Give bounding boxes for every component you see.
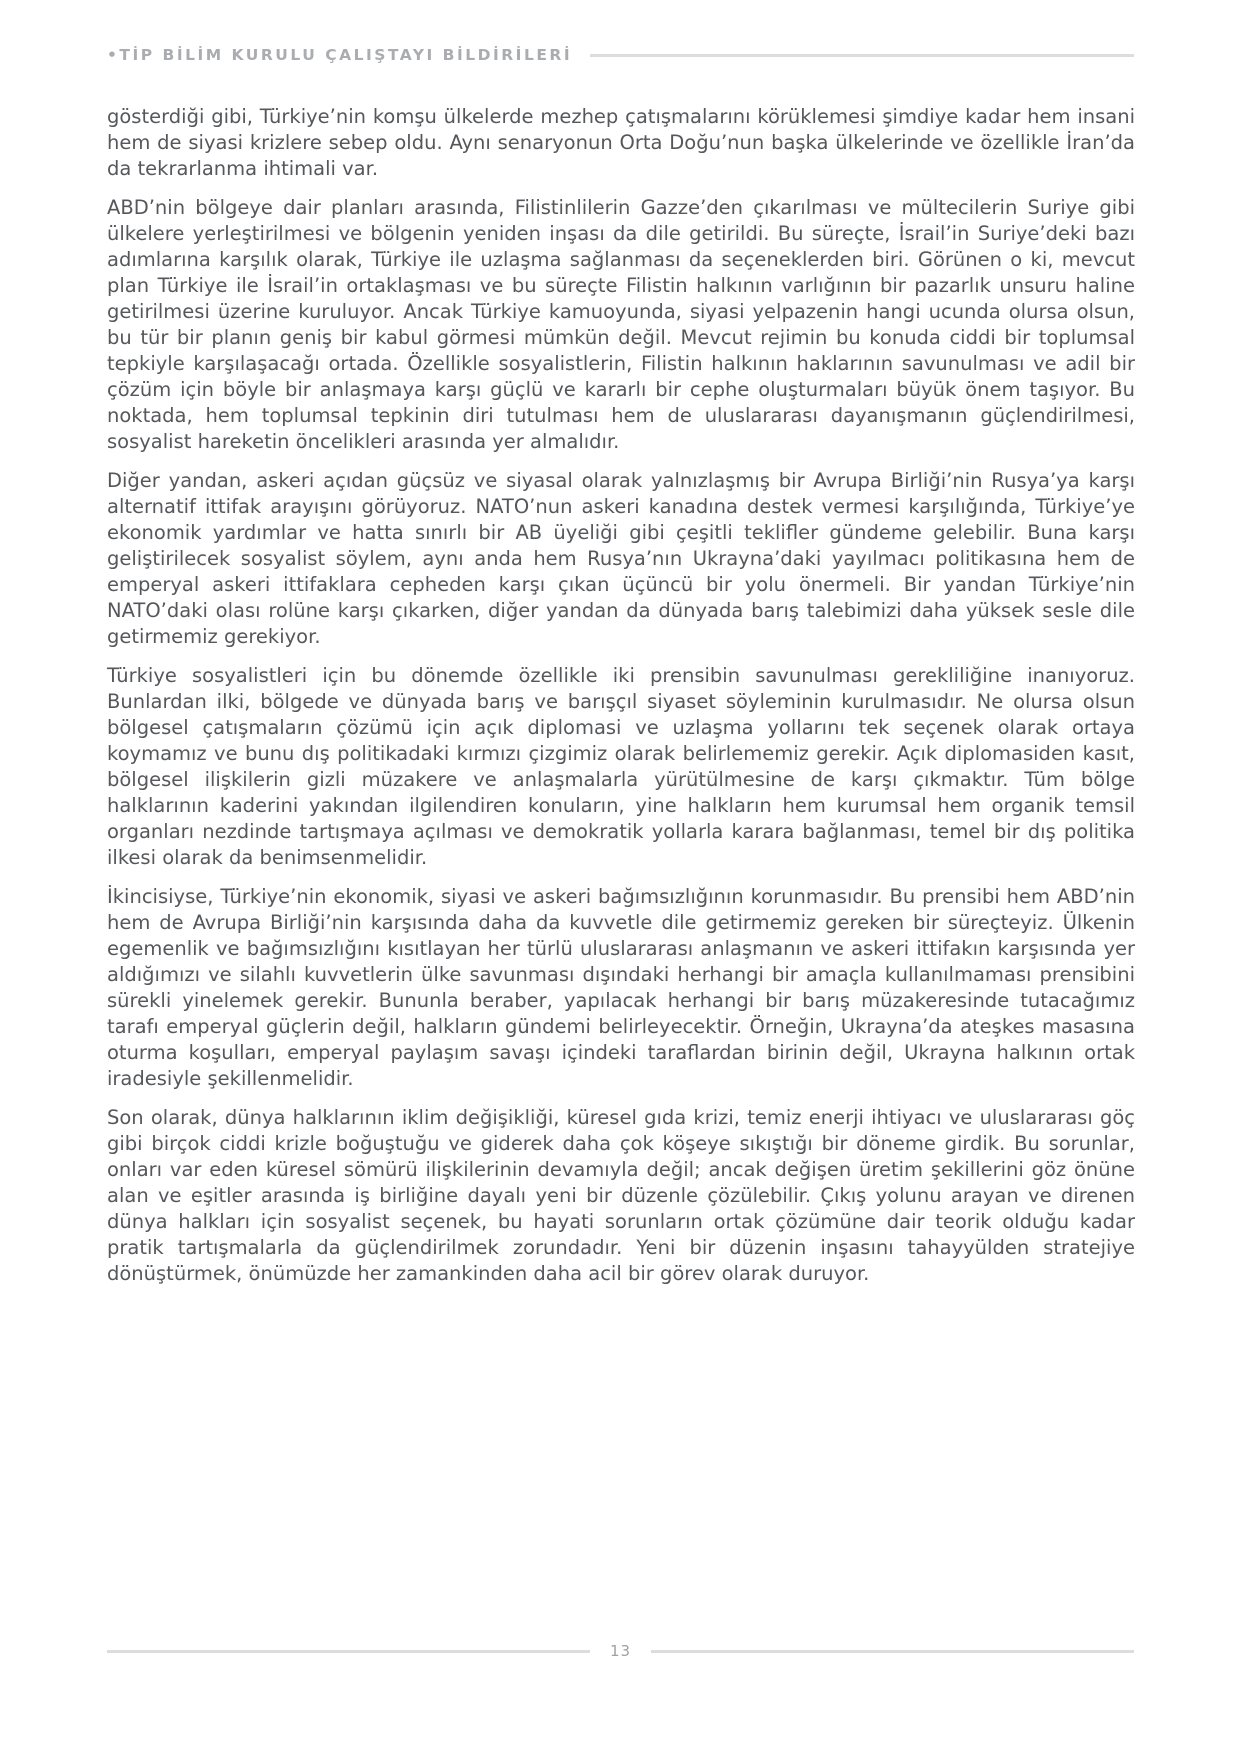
page-header	[107, 46, 1134, 64]
page-number: 13	[609, 1642, 632, 1660]
paragraph: Diğer yandan, askeri açıdan güçsüz ve siyasal olarak yalnızlaşmış bir Avrupa Birliği’nin Rusya’ya karşı alternatif ittifak arayışını görüyoruz. NATO’nun askeri kanadına destek vermesi karşılığında, Türkiye’ye ekonomik yardımlar ve hatta sınırlı bir AB üyeliği gibi çeşitli teklifler gündeme gelebilir. Buna karşı geliştirilecek sosyalist söylem, aynı anda hem Rusya’nın Ukrayna’daki yayılmacı politikasına hem de emperyal askeri ittifaklara cepheden karşı çıkan üçüncü bir yolu önermeli. Bir yandan Türkiye’nin NATO’daki olası rolüne karşı çıkarken, diğer yandan da dünyada barış talebimizi daha yüksek sesle dile getirmemiz gerekiyor.	[107, 469, 1135, 648]
paragraph: Türkiye sosyalistleri için bu dönemde özellikle iki prensibin savunulması gerekliliğine inanıyoruz. Bunlardan ilki, bölgede ve dünyada barış ve barışçıl siyaset söyleminin kurulmasıdır. Ne olursa olsun bölgesel çatışmaların çözümü için açık diplomasi ve uzlaşma yollarını tek seçenek olarak ortaya koymamız ve bunu dış politikadaki kırmızı çizgimiz olarak belirlememiz gerekir. Açık diplomasiden kasıt, bölgesel ilişkilerin gizli müzakere ve anlaşmalarla yürütülmesine de karşı çıkmaktır. Tüm bölge halklarının kaderini yakından ilgilendiren konuların, yine halkların hem kurumsal hem organik temsil organları nezdinde tartışmaya açılması ve demokratik yollarla karara bağlanması, temel bir dış politika ilkesi olarak da benimsenmelidir.	[107, 664, 1135, 869]
footer-rule-right	[651, 1650, 1134, 1653]
document-body	[107, 104, 1135, 1300]
paragraph: gösterdiği gibi, Türkiye’nin komşu ülkelerde mezhep çatışmalarını körüklemesi şimdiye kadar hem insani hem de siyasi krizlere sebep oldu. Aynı senaryonun Orta Doğu’nun başka ülkelerinde ve özellikle İran’da da tekrarlanma ihtimali var.	[107, 105, 1135, 180]
page-footer	[107, 1642, 1134, 1660]
paragraph: ABD’nin bölgeye dair planları arasında, Filistinlilerin Gazze’den çıkarılması ve mültecilerin Suriye gibi ülkelere yerleştirilmesi ve bölgenin yeniden inşası da dile getirildi. Bu süreçte, İsrail’in Suriye’deki bazı adımlarına karşılık olarak, Türkiye ile uzlaşma sağlanması da seçeneklerden biri. Görünen o ki, mevcut plan Türkiye ile İsrail’in ortaklaşması ve bu süreçte Filistin halkının varlığının bir pazarlık unsuru haline getirilmesi üzerine kuruluyor. Ancak Türkiye kamuoyunda, siyasi yelpazenin hangi ucunda olursa olsun, bu tür bir planın geniş bir kabul görmesi mümkün değil. Mevcut rejimin bu konuda ciddi bir toplumsal tepkiyle karşılaşacağı ortada. Özellikle sosyalistlerin, Filistin halkının haklarının savunulması ve adil bir çözüm için böyle bir anlaşmaya karşı güçlü ve kararlı bir cephe oluşturmaları büyük önem taşıyor. Bu noktada, hem toplumsal tepkinin diri tutulması hem de uluslararası dayanışmanın güçlendirilmesi, sosyalist hareketin öncelikleri arasında yer almalıdır.	[107, 196, 1135, 453]
paragraph: Son olarak, dünya halklarının iklim değişikliği, küresel gıda krizi, temiz enerji ihtiyacı ve uluslararası göç gibi birçok ciddi krizle boğuştuğu ve giderek daha çok köşeye sıkıştığı bir döneme girdik. Bu sorunlar, onları var eden küresel sömürü ilişkilerinin devamıyla değil; ancak değişen üretim şekillerini göz önüne alan ve eşitler arasında iş birliğine dayalı yeni bir düzenle çözülebilir. Çıkış yolunu arayan ve direnen dünya halkları için sosyalist seçenek, bu hayati sorunların ortak çözümüne dair teorik olduğu kadar pratik tartışmalarla da güçlendirilmek zorundadır. Yeni bir düzenin inşasını tahayyülden stratejiye dönüştürmek, önümüzde her zamankinden daha acil bir görev olarak duruyor.	[107, 1106, 1135, 1285]
header-rule	[590, 54, 1134, 57]
footer-rule-left	[107, 1650, 590, 1653]
header-title: •TİP BİLİM KURULU ÇALIŞTAYI BİLDİRİLERİ	[107, 46, 573, 64]
paragraph: İkincisiyse, Türkiye’nin ekonomik, siyasi ve askeri bağımsızlığının korunmasıdır. Bu prensibi hem ABD’nin hem de Avrupa Birliği’nin karşısında daha da kuvvetle dile getirmemiz gereken bir süreçteyiz. Ülkenin egemenlik ve bağımsızlığını kısıtlayan her türlü uluslararası anlaşmanın ve askeri ittifakın karşısında yer aldığımızı ve silahlı kuvvetlerin ülke savunması dışındaki herhangi bir amaçla kullanılmaması prensibini sürekli yinelemek gerekir. Bununla beraber, yapılacak herhangi bir barış müzakeresinde tutacağımız tarafı emperyal güçlerin değil, halkların gündemi belirleyecektir. Örneğin, Ukrayna’da ateşkes masasına oturma koşulları, emperyal paylaşım savaşı içindeki taraflardan birinin değil, Ukrayna halkının ortak iradesiyle şekillenmelidir.	[107, 885, 1135, 1090]
